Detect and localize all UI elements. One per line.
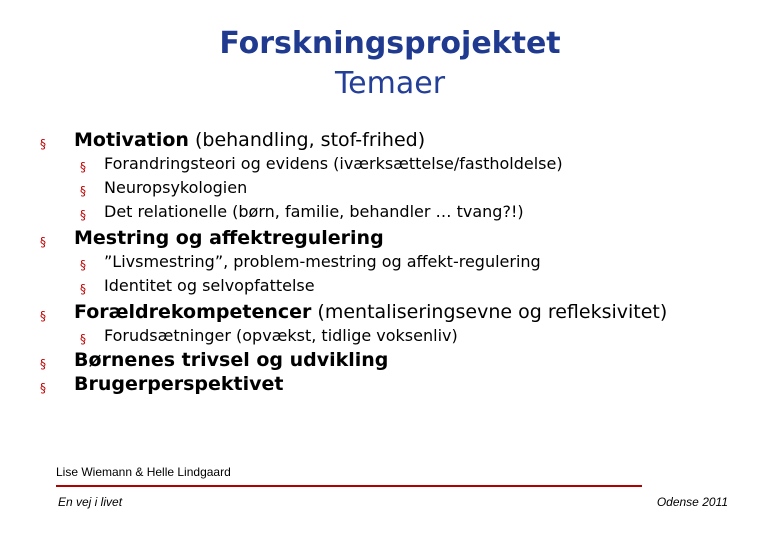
- bullet-heading: Børnenes trivsel og udvikling: [74, 349, 389, 371]
- bullet-marker-icon: §: [40, 381, 46, 395]
- bullet-marker-icon: §: [80, 332, 86, 346]
- bullet-heading: Mestring og affektregulering: [74, 227, 384, 249]
- sub-bullet-text: Neuropsykologien: [104, 178, 248, 197]
- sub-bullet-text: Forudsætninger (opvækst, tidlige voksenliv): [104, 326, 458, 345]
- footer-divider: [56, 485, 642, 487]
- bullet-marker-icon: §: [80, 208, 86, 222]
- slide-title: [0, 24, 780, 104]
- title-sub: Temaer: [334, 66, 446, 101]
- sub-bullet-item: [40, 274, 760, 298]
- sub-bullet-item: [40, 176, 760, 200]
- title-main: Forskningsprojektet: [219, 26, 561, 61]
- sub-bullet-text: Forandringsteori og evidens (iværksættelse/fastholdelse): [104, 154, 563, 173]
- bullet-marker-icon: §: [80, 184, 86, 198]
- bullet-marker-icon: §: [40, 137, 46, 151]
- bullet-heading: Brugerperspektivet: [74, 373, 284, 395]
- footer-authors: Lise Wiemann & Helle Lindgaard: [56, 465, 231, 479]
- sub-bullet-item: [40, 324, 760, 348]
- bullet-heading: Forældrekompetencer: [74, 301, 312, 323]
- footer-right-text: Odense 2011: [656, 495, 728, 509]
- sub-bullet-item: [40, 200, 760, 224]
- bullet-item: [40, 226, 760, 250]
- bullet-item: [40, 128, 760, 152]
- bullet-marker-icon: §: [80, 282, 86, 296]
- bullet-detail: (mentaliseringsevne og refleksivitet): [311, 301, 668, 323]
- footer-left-text: En vej i livet: [58, 495, 123, 509]
- bullet-marker-icon: §: [80, 258, 86, 272]
- sub-bullet-text: Identitet og selvopfattelse: [104, 276, 315, 295]
- bullet-marker-icon: §: [40, 357, 46, 371]
- bullet-marker-icon: §: [40, 309, 46, 323]
- bullet-heading: Motivation: [74, 129, 189, 151]
- sub-bullet-text: ”Livsmestring”, problem-mestring og affekt-regulering: [104, 252, 541, 271]
- bullet-marker-icon: §: [80, 160, 86, 174]
- sub-bullet-item: [40, 250, 760, 274]
- bullet-list: [40, 128, 760, 396]
- bullet-item: [40, 300, 760, 324]
- sub-bullet-text: Det relationelle (børn, familie, behandler … tvang?!): [104, 202, 524, 221]
- bullet-item: [40, 348, 760, 372]
- bullet-marker-icon: §: [40, 235, 46, 249]
- bullet-detail: (behandling, stof-frihed): [188, 129, 426, 151]
- bullet-item: [40, 372, 760, 396]
- sub-bullet-item: [40, 152, 760, 176]
